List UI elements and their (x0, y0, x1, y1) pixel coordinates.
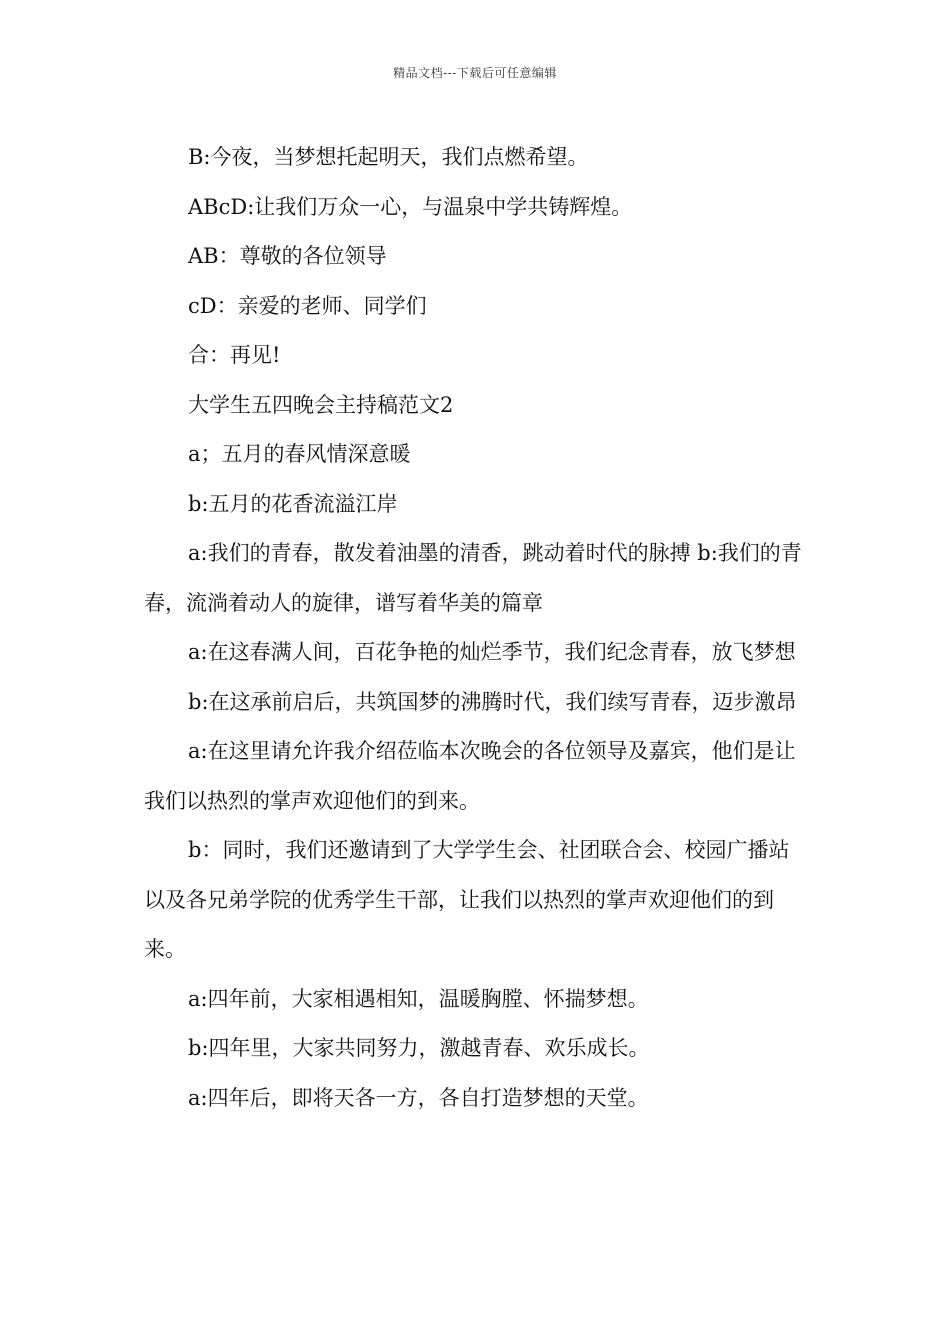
paragraph: ABcD:让我们万众一心，与温泉中学共铸辉煌。 (188, 194, 633, 219)
paragraph: b:四年里，大家共同努力，激越青春、欢乐成长。 (188, 1036, 650, 1060)
paragraph: a:我们的青春，散发着油墨的清香，跳动着时代的脉搏 b:我们的青春，流淌着动人的旋律，谱写着华美的篇章 (144, 541, 802, 615)
paragraph: 合：再见! (188, 343, 281, 367)
paragraph: AB：尊敬的各位领导 (188, 244, 387, 268)
paragraph: a:在这里请允许我介绍莅临本次晚会的各位领导及嘉宾，他们是让我们以热烈的掌声欢迎他们的到来。 (144, 739, 796, 813)
paragraph: b:在这承前启后，共筑国梦的沸腾时代，我们续写青春，迈步激昂 (188, 689, 797, 714)
paragraph: b：同时，我们还邀请到了大学学生会、社团联合会、校园广播站以及各兄弟学院的优秀学生干部，让我们以热烈的掌声欢迎他们的到来。 (144, 838, 790, 961)
paragraph: a:在这春满人间，百花争艳的灿烂季节，我们纪念青春，放飞梦想 (188, 640, 796, 664)
paragraph: a:四年后，即将天各一方，各自打造梦想的天堂。 (188, 1085, 649, 1110)
paragraph: b:五月的花香流溢江岸 (188, 491, 398, 516)
section-title: 大学生五四晚会主持稿范文2 (188, 392, 454, 417)
paragraph: a:四年前，大家相遇相知，温暖胸膛、怀揣梦想。 (188, 986, 649, 1011)
paragraph: B:今夜，当梦想托起明天，我们点燃希望。 (188, 145, 589, 169)
page-header: 精品文档---下载后可任意编辑 (393, 66, 557, 80)
paragraph: a；五月的春风情深意暖 (188, 442, 411, 466)
document-body (144, 133, 809, 1123)
paragraph: cD：亲爱的老师、同学们 (188, 293, 427, 318)
